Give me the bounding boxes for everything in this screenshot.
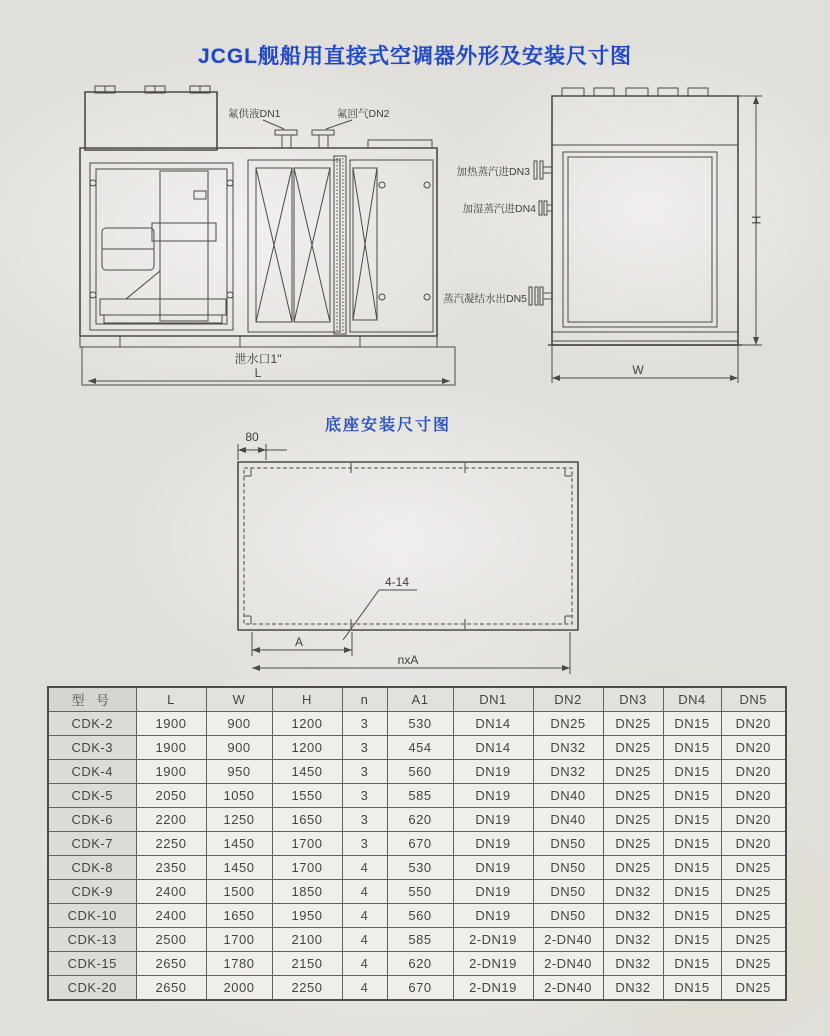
leader-line — [326, 120, 352, 129]
column-header: DN4 — [663, 687, 721, 712]
model-cell: CDK-3 — [48, 736, 136, 760]
spec-table-body — [48, 687, 786, 1000]
unit-body — [552, 96, 738, 345]
value-cell: 2-DN19 — [453, 928, 533, 952]
value-cell: 620 — [387, 808, 453, 832]
value-cell: DN25 — [721, 952, 786, 976]
hole-callout-label: 4-14 — [384, 575, 410, 589]
value-cell: DN20 — [721, 712, 786, 736]
value-cell: DN15 — [663, 856, 721, 880]
value-cell: DN25 — [721, 976, 786, 1001]
value-cell: 3 — [342, 712, 387, 736]
base-outline — [238, 462, 578, 630]
value-cell: DN15 — [663, 832, 721, 856]
value-cell: DN15 — [663, 976, 721, 1001]
value-cell: DN25 — [533, 712, 603, 736]
value-cell: 1500 — [206, 880, 272, 904]
value-cell: 4 — [342, 904, 387, 928]
value-cell: DN25 — [603, 784, 663, 808]
value-cell: DN32 — [603, 904, 663, 928]
leader-line — [263, 120, 284, 129]
column-header: W — [206, 687, 272, 712]
table-row — [48, 832, 786, 856]
unit-body — [80, 148, 437, 336]
value-cell: 560 — [387, 904, 453, 928]
value-cell: DN32 — [533, 760, 603, 784]
value-cell: DN20 — [721, 832, 786, 856]
bolt-marks — [244, 463, 572, 629]
value-cell: 3 — [342, 784, 387, 808]
value-cell: 670 — [387, 832, 453, 856]
value-cell: 2000 — [206, 976, 272, 1001]
top-box — [85, 92, 217, 150]
value-cell: 3 — [342, 832, 387, 856]
value-cell: 1900 — [136, 736, 206, 760]
value-cell: DN25 — [603, 856, 663, 880]
value-cell: DN19 — [453, 808, 533, 832]
value-cell: DN32 — [603, 976, 663, 1001]
model-cell: CDK-5 — [48, 784, 136, 808]
steam-stubs — [529, 161, 552, 305]
value-cell: 2-DN40 — [533, 976, 603, 1001]
value-cell: DN50 — [533, 904, 603, 928]
value-cell: 2-DN19 — [453, 976, 533, 1001]
value-cell: 1550 — [272, 784, 342, 808]
table-row — [48, 712, 786, 736]
value-cell: 550 — [387, 880, 453, 904]
value-cell: DN19 — [453, 904, 533, 928]
value-cell: 530 — [387, 712, 453, 736]
value-cell: DN20 — [721, 808, 786, 832]
table-row — [48, 856, 786, 880]
value-cell: DN25 — [603, 712, 663, 736]
value-cell: DN25 — [603, 760, 663, 784]
humidify-steam-label: 加湿蒸汽进DN4 — [462, 203, 536, 215]
value-cell: 4 — [342, 856, 387, 880]
table-row — [48, 928, 786, 952]
value-cell: 560 — [387, 760, 453, 784]
value-cell: DN25 — [721, 880, 786, 904]
model-cell: CDK-13 — [48, 928, 136, 952]
column-header: DN3 — [603, 687, 663, 712]
table-row — [48, 976, 786, 1001]
value-cell: 2650 — [136, 976, 206, 1001]
value-cell: DN15 — [663, 880, 721, 904]
table-row — [48, 736, 786, 760]
value-cell: 900 — [206, 712, 272, 736]
header-row — [48, 687, 786, 712]
right-door-section — [350, 160, 433, 332]
value-cell: 585 — [387, 784, 453, 808]
length-dim-label: L — [254, 366, 262, 380]
value-cell: 1950 — [272, 904, 342, 928]
value-cell: DN25 — [721, 904, 786, 928]
coil-section — [248, 156, 346, 334]
condensate-label: 蒸汽凝结水出DN5 — [442, 293, 527, 305]
value-cell: DN15 — [663, 736, 721, 760]
value-cell: DN19 — [453, 856, 533, 880]
value-cell: 1200 — [272, 736, 342, 760]
model-cell: CDK-8 — [48, 856, 136, 880]
lifting-lugs — [562, 88, 708, 96]
value-cell: 900 — [206, 736, 272, 760]
value-cell: DN15 — [663, 712, 721, 736]
model-cell: CDK-20 — [48, 976, 136, 1001]
table-row — [48, 784, 786, 808]
model-cell: CDK-7 — [48, 832, 136, 856]
value-cell: 2400 — [136, 880, 206, 904]
pitch-dim — [252, 632, 352, 656]
value-cell: DN20 — [721, 760, 786, 784]
heating-steam-label: 加热蒸汽进DN3 — [456, 166, 530, 178]
total-dim-label: nxA — [397, 653, 419, 667]
pitch-dim-label: A — [294, 635, 304, 649]
value-cell: DN15 — [663, 784, 721, 808]
base-plan-drawing — [195, 418, 615, 683]
drain-label: 泄水口1" — [234, 352, 282, 366]
value-cell: 585 — [387, 928, 453, 952]
front-view-drawing — [60, 83, 470, 398]
page-title: JCGL舰船用直接式空调器外形及安装尺寸图 — [197, 45, 632, 68]
value-cell: 1450 — [272, 760, 342, 784]
value-cell: DN32 — [603, 928, 663, 952]
base-frame — [548, 332, 742, 345]
value-cell: DN40 — [533, 784, 603, 808]
column-header: 型 号 — [48, 687, 136, 712]
value-cell: DN15 — [663, 760, 721, 784]
pipe-gas-label: 氟回气DN2 — [337, 108, 390, 120]
value-cell: 1900 — [136, 760, 206, 784]
value-cell: 1700 — [272, 832, 342, 856]
column-header: L — [136, 687, 206, 712]
table-row — [48, 808, 786, 832]
value-cell: 4 — [342, 880, 387, 904]
column-header: H — [272, 687, 342, 712]
value-cell: 2-DN40 — [533, 952, 603, 976]
value-cell: 4 — [342, 976, 387, 1001]
value-cell: 670 — [387, 976, 453, 1001]
model-cell: CDK-10 — [48, 904, 136, 928]
value-cell: 1780 — [206, 952, 272, 976]
value-cell: DN19 — [453, 784, 533, 808]
value-cell: 1450 — [206, 832, 272, 856]
model-cell: CDK-15 — [48, 952, 136, 976]
edge-dim — [238, 430, 287, 460]
value-cell: DN20 — [721, 736, 786, 760]
value-cell: DN25 — [603, 832, 663, 856]
value-cell: 454 — [387, 736, 453, 760]
value-cell: 2200 — [136, 808, 206, 832]
width-dim-label: W — [632, 363, 644, 377]
value-cell: 2050 — [136, 784, 206, 808]
value-cell: 2250 — [272, 976, 342, 1001]
model-cell: CDK-9 — [48, 880, 136, 904]
table-row — [48, 880, 786, 904]
pipe-liquid-label: 氟供液DN1 — [228, 108, 281, 120]
value-cell: 1050 — [206, 784, 272, 808]
value-cell: DN32 — [603, 880, 663, 904]
value-cell: 3 — [342, 760, 387, 784]
column-header: n — [342, 687, 387, 712]
value-cell: 2350 — [136, 856, 206, 880]
height-dim-label: H — [749, 215, 763, 225]
value-cell: 4 — [342, 952, 387, 976]
value-cell: DN25 — [603, 808, 663, 832]
value-cell: 1200 — [272, 712, 342, 736]
value-cell: DN25 — [721, 856, 786, 880]
value-cell: DN40 — [533, 808, 603, 832]
table-row — [48, 952, 786, 976]
fan-section — [90, 163, 233, 330]
base-plan-title: 底座安装尺寸图 — [324, 417, 451, 434]
value-cell: DN25 — [721, 928, 786, 952]
value-cell: DN15 — [663, 952, 721, 976]
value-cell: 2500 — [136, 928, 206, 952]
model-cell: CDK-4 — [48, 760, 136, 784]
value-cell: 1250 — [206, 808, 272, 832]
access-panel — [563, 152, 717, 327]
value-cell: 950 — [206, 760, 272, 784]
value-cell: 1900 — [136, 712, 206, 736]
value-cell: 1700 — [206, 928, 272, 952]
value-cell: DN14 — [453, 712, 533, 736]
value-cell: DN50 — [533, 880, 603, 904]
bolt-line — [244, 468, 572, 624]
value-cell: 1700 — [272, 856, 342, 880]
column-header: DN1 — [453, 687, 533, 712]
value-cell: 3 — [342, 808, 387, 832]
column-header: DN2 — [533, 687, 603, 712]
value-cell: 2100 — [272, 928, 342, 952]
value-cell: DN15 — [663, 808, 721, 832]
value-cell: 2650 — [136, 952, 206, 976]
table-row — [48, 904, 786, 928]
value-cell: DN25 — [603, 736, 663, 760]
value-cell: 4 — [342, 928, 387, 952]
edge-dim-label: 80 — [245, 430, 259, 444]
value-cell: DN15 — [663, 904, 721, 928]
side-view-drawing — [430, 83, 790, 398]
value-cell: 2-DN40 — [533, 928, 603, 952]
value-cell: 1650 — [272, 808, 342, 832]
spec-table — [47, 686, 787, 1001]
value-cell: DN14 — [453, 736, 533, 760]
column-header: A1 — [387, 687, 453, 712]
value-cell: DN19 — [453, 880, 533, 904]
value-cell: DN50 — [533, 856, 603, 880]
value-cell: DN32 — [533, 736, 603, 760]
value-cell: DN50 — [533, 832, 603, 856]
table-row — [48, 760, 786, 784]
value-cell: DN20 — [721, 784, 786, 808]
value-cell: 2250 — [136, 832, 206, 856]
value-cell: 1450 — [206, 856, 272, 880]
model-cell: CDK-2 — [48, 712, 136, 736]
column-header: DN5 — [721, 687, 786, 712]
value-cell: 530 — [387, 856, 453, 880]
value-cell: DN32 — [603, 952, 663, 976]
refrigerant-pipes — [275, 130, 432, 148]
value-cell: 620 — [387, 952, 453, 976]
value-cell: 2150 — [272, 952, 342, 976]
height-dim — [738, 96, 763, 345]
value-cell: 3 — [342, 736, 387, 760]
model-cell: CDK-6 — [48, 808, 136, 832]
value-cell: DN19 — [453, 832, 533, 856]
width-dim — [552, 345, 738, 383]
value-cell: 1850 — [272, 880, 342, 904]
value-cell: DN19 — [453, 760, 533, 784]
value-cell: DN15 — [663, 928, 721, 952]
value-cell: 2-DN19 — [453, 952, 533, 976]
value-cell: 2400 — [136, 904, 206, 928]
value-cell: 1650 — [206, 904, 272, 928]
